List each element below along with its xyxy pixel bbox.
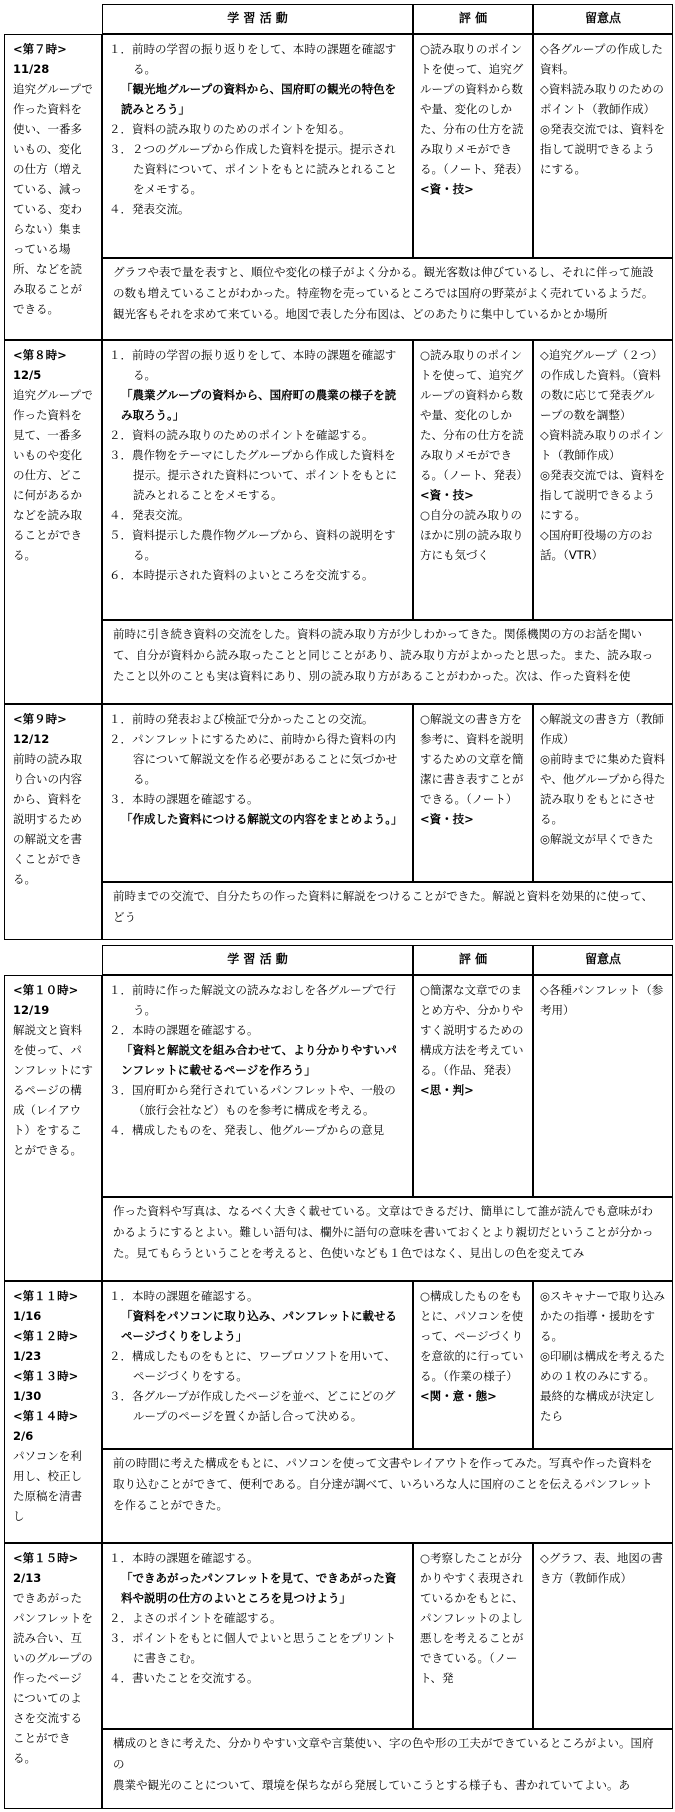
note: ◇各グループの作成した資料。 [540,42,663,76]
lesson-goal: 追究グループで作った資料を使い、一番多いもの、変化の仕方（増えている、減っている、変わらない）集まっている場所、などを読み取ることができる。 [13,82,93,316]
lesson-7-evaluation [413,34,533,258]
step: ２．資料の読み取りのためのポイントを知る。 [109,122,351,136]
note: ◎スキャナーで取り込みかたの指導・援助をする。 [540,1289,666,1343]
step: ４．書いたことを交流する。 [109,1671,259,1685]
task-statement: 「資料をパソコンに取り込み、パンフレットに載せるページづくりをしよう」 [121,1309,397,1343]
lesson-11-14-notes [533,1281,673,1449]
lesson-date: 1/23 [13,1349,42,1363]
lesson-date: 11/28 [13,62,50,76]
step: ３．ポイントをもとに個人でよいと思うことをプリントに書きこむ。 [109,1631,397,1665]
lesson-7-notes [533,34,673,258]
lesson-number: <第８時> [13,348,67,362]
step: ５．資料提示した農作物グループから、資料の説明をする。 [109,528,396,562]
lesson-10-goal [4,975,102,1281]
lesson-number: <第１３時> [13,1369,79,1383]
lesson-10-activity [102,975,413,1197]
evaluation-kind: <関・意・態> [420,1389,497,1403]
lesson-7-reflection [102,258,673,340]
header-evaluation: 評 価 [413,4,533,34]
reflection-text: グラフや表で量を表すと、順位や変化の様子がよく分かる。観光客数は伸びているし、それに伴って施設の数も増えていることがわかった。特産物を売っているところでは国府の野菜がよく売れているようだ。観光客もそれを求めて来ている。地図で表した分布図は、どのあたりに集中しているかとか場所 [113,265,654,321]
step: １．前時に作った解説文の読みなおしを各グループで行う。 [109,983,396,1017]
lesson-number: <第１２時> [13,1329,79,1343]
header-notes: 留意点 [533,945,673,975]
lesson-9-reflection [102,882,673,940]
step: ３．本時の課題を確認する。 [109,792,259,806]
evaluation-text: ○構成したものをもとに、パソコンを使って、ページづくりを意欲的に行っている。（作業の様子） [420,1289,524,1383]
step: ３．国府町から発行されているパンフレットや、一般の（旅行会社など）ものを参考に構成を考える。 [109,1083,396,1117]
lesson-8-goal [4,340,102,704]
step: ２．構成したものをもとに、ワープロソフトを用いて、ページづくりをする。 [109,1349,396,1383]
header-activity: 学 習 活 動 [102,945,413,975]
evaluation-text: ○読み取りのポイントを使って、追究グループの資料から数や量、変化のしかた、分布の仕方を読み取りメモができる。（ノート、発表） [420,42,528,176]
task-statement: 「資料と解説文を組み合わせて、より分かりやすいパンフレットに載せるページを作ろう」 [121,1043,397,1077]
step: ２．パンフレットにするために、前時から得た資料の内容について解説文を作る必要があることに気づかせる。 [109,732,398,786]
lesson-date: 1/16 [13,1309,42,1323]
header-activity: 学 習 活 動 [102,4,413,34]
lesson-date: 2/13 [13,1571,42,1585]
step: ３．各グループが作成したページを並べ、どこにどのグループのページを置くか話し合って決める。 [109,1389,396,1423]
evaluation-extra: ○自分の読み取りのほかに別の読み取り方にも気づく [420,508,524,562]
task-statement: 「作成した資料につける解説文の内容をまとめよう。」 [121,812,403,826]
step: ３．２つのグループから作成した資料を提示。提示された資料について、ポイントをもとに読みとれることをメモする。 [109,142,398,196]
step: ４．構成したものを、発表し、他グループからの意見 [109,1123,385,1137]
lesson-8-reflection [102,620,673,704]
step: １．前時の学習の振り返りをして、本時の課題を確認する。 [109,42,397,76]
step: ６．本時提示された資料のよいところを交流する。 [109,568,374,582]
lesson-date: 12/19 [13,1003,50,1017]
lesson-number: <第１１時> [13,1289,79,1303]
lesson-15-evaluation [413,1543,533,1729]
step: １．前時の学習の振り返りをして、本時の課題を確認する。 [109,348,397,382]
note: ◇資料読み取りのためのポイント（教師作成） [540,82,664,116]
evaluation-kind: <思・判> [420,1083,474,1097]
reflection-text-continued: 農業や観光のことについて、環境を保ちながら発展していこうとする様子も、書かれていてよい。あ [113,1778,631,1792]
lesson-15-activity [102,1543,413,1729]
step: １．本時の課題を確認する。 [109,1551,259,1565]
lesson-11-14-reflection [102,1449,673,1543]
reflection-text: 前時までの交流で、自分たちの作った資料に解説をつけることができた。解説と資料を効果的に使って、どう [113,889,654,924]
lesson-11-14-activity [102,1281,413,1449]
note: ◎解説文が早くできた [540,832,654,846]
lesson-15-goal [4,1543,102,1809]
lesson-8-activity [102,340,413,620]
lesson-10-reflection [102,1197,673,1281]
evaluation-kind: <資・技> [420,182,474,196]
reflection-text: 作った資料や写真は、なるべく大きく載せている。文章はできるだけ、簡単にして誰が読んでも意味がわかるようにするとよい。難しい語句は、欄外に語句の意味を書いておくとより親切だということが分かった。見てもらうということを考えると、色使いなども１色ではなく、見出しの色を変えてみ [113,1204,654,1260]
note: ◎発表交流では、資料を指して説明できるようにする。 [540,468,666,522]
lesson-15-reflection [102,1729,673,1809]
lesson-8-evaluation [413,340,533,620]
evaluation-text: ○考察したことが分かりやすく表現されているかをもとに、パンフレットのよし悪しを考えることができている。（ノート、発 [420,1551,524,1685]
evaluation-text: ○解説文の書き方を参考に、資料を説明するための文章を簡潔に書き表すことができる。（ノート） [420,712,524,806]
evaluation-text: ○読み取りのポイントを使って、追究グループの資料から数や量、変化のしかた、分布の仕方を読み取りメモができる。（ノート、発表） [420,348,528,482]
lesson-goal: 追究グループで作った資料を見て、一番多いものや変化の仕方、どこに何があるかなどを読み取ることができる。 [13,388,93,562]
step: １．本時の課題を確認する。 [109,1289,259,1303]
lesson-number: <第１４時> [13,1409,79,1423]
step: ４．発表交流。 [109,508,190,522]
lesson-date: 1/30 [13,1389,42,1403]
lesson-11-14-goal [4,1281,102,1543]
lesson-goal: 解説文と資料を使って、パンフレットにするページの構成（レイアウト）をすることができる。 [13,1023,93,1157]
step: ２．資料の読み取りのためのポイントを確認する。 [109,428,374,442]
step: ３．農作物をテーマにしたグループから作成した資料を提示。提示された資料について、ポイントをもとに読みとれることをメモする。 [109,448,398,502]
lesson-number: <第７時> [13,42,67,56]
lesson-date: 12/5 [13,368,42,382]
lesson-9-activity [102,704,413,882]
lesson-number: <第９時> [13,712,67,726]
header-notes: 留意点 [533,4,673,34]
lesson-8-notes [533,340,673,620]
note: ◎前時までに集めた資料や、他グループから得た読み取りをもとにさせる。 [540,752,666,826]
note: ◎発表交流では、資料を指して説明できるようにする。 [540,122,666,176]
reflection-text: 構成のときに考えた、分かりやすい文章や言葉使い、字の色や形の工夫ができているところがよい。国府の [113,1736,654,1771]
task-statement: 「できあがったパンフレットを見て、できあがった資料や説明の仕方のよいところを見つけよう」 [121,1571,397,1605]
reflection-text: 前時に引き続き資料の交流をした。資料の読み取り方が少しわかってきた。関係機関の方のお話を聞いて、自分が資料から読み取ったことと同じことがあり、読み取り方がよかったと思った。また、読み取ったこと以外のことも実は資料にあり、別の読み取り方があることがわかった。次は、作った資料を使 [113,627,654,683]
lesson-9-notes [533,704,673,882]
task-statement: 「観光地グループの資料から、国府町の観光の特色を読みとろう」 [121,82,397,116]
lesson-11-14-evaluation [413,1281,533,1449]
reflection-text: 前の時間に考えた構成をもとに、パソコンを使って文書やレイアウトを作ってみた。写真や作った資料を取り込むことができて、便利である。自分達が調べて、いろいろな人に国府のことを伝えるパンフレットを作ることができた。 [113,1456,653,1512]
note: ◇解説文の書き方（教師作成） [540,712,664,746]
lesson-10-notes [533,975,673,1197]
note: ◇国府町役場の方のお話。（VTR） [540,528,653,562]
lesson-15-notes [533,1543,673,1729]
lesson-number: <第１０時> [13,983,79,997]
step: ２．本時の課題を確認する。 [109,1023,259,1037]
step: ２．よさのポイントを確認する。 [109,1611,282,1625]
note: ◇グラフ、表、地図の書き方（教師作成） [540,1551,663,1585]
note: ◇資料読み取りのポイント（教師作成） [540,428,664,462]
lesson-9-goal [4,704,102,940]
note: ◇各種パンフレット（参考用） [540,983,664,1017]
step: ４．発表交流。 [109,202,190,216]
step: １．前時の発表および検証で分かったことの交流。 [109,712,374,726]
lesson-10-evaluation [413,975,533,1197]
lesson-7-activity [102,34,413,258]
evaluation-kind: <資・技> [420,488,474,502]
lesson-date: 2/6 [13,1429,34,1443]
lesson-goal: 前時の読み取り合いの内容から、資料を説明するための解説文を書くことができる。 [13,752,82,886]
evaluation-text: ○簡潔な文章でのまとめ方や、分かりやすく説明するための構成方法を考えている。（作品、発表） [420,983,524,1077]
note: ◇追究グループ（２つ）の作成した資料。（資料の数に応じて発表グループの数を調整） [540,348,663,422]
header-evaluation: 評 価 [413,945,533,975]
note: ◎印刷は構成を考えるための１枚のみにする。最終的な構成が決定したら [540,1349,666,1423]
evaluation-kind: <資・技> [420,812,474,826]
lesson-goal: パソコンを利用し、校正した原稿を清書し [13,1449,82,1523]
lesson-number: <第１５時> [13,1551,79,1565]
lesson-goal: できあがったパンフレットを読み合い、互いのグループの作ったページについてのよさを交流することができる。 [13,1591,93,1765]
lesson-9-evaluation [413,704,533,882]
lesson-7-goal [4,34,102,340]
task-statement: 「農業グループの資料から、国府町の農業の様子を読み取ろう。」 [121,388,397,422]
lesson-date: 12/12 [13,732,50,746]
